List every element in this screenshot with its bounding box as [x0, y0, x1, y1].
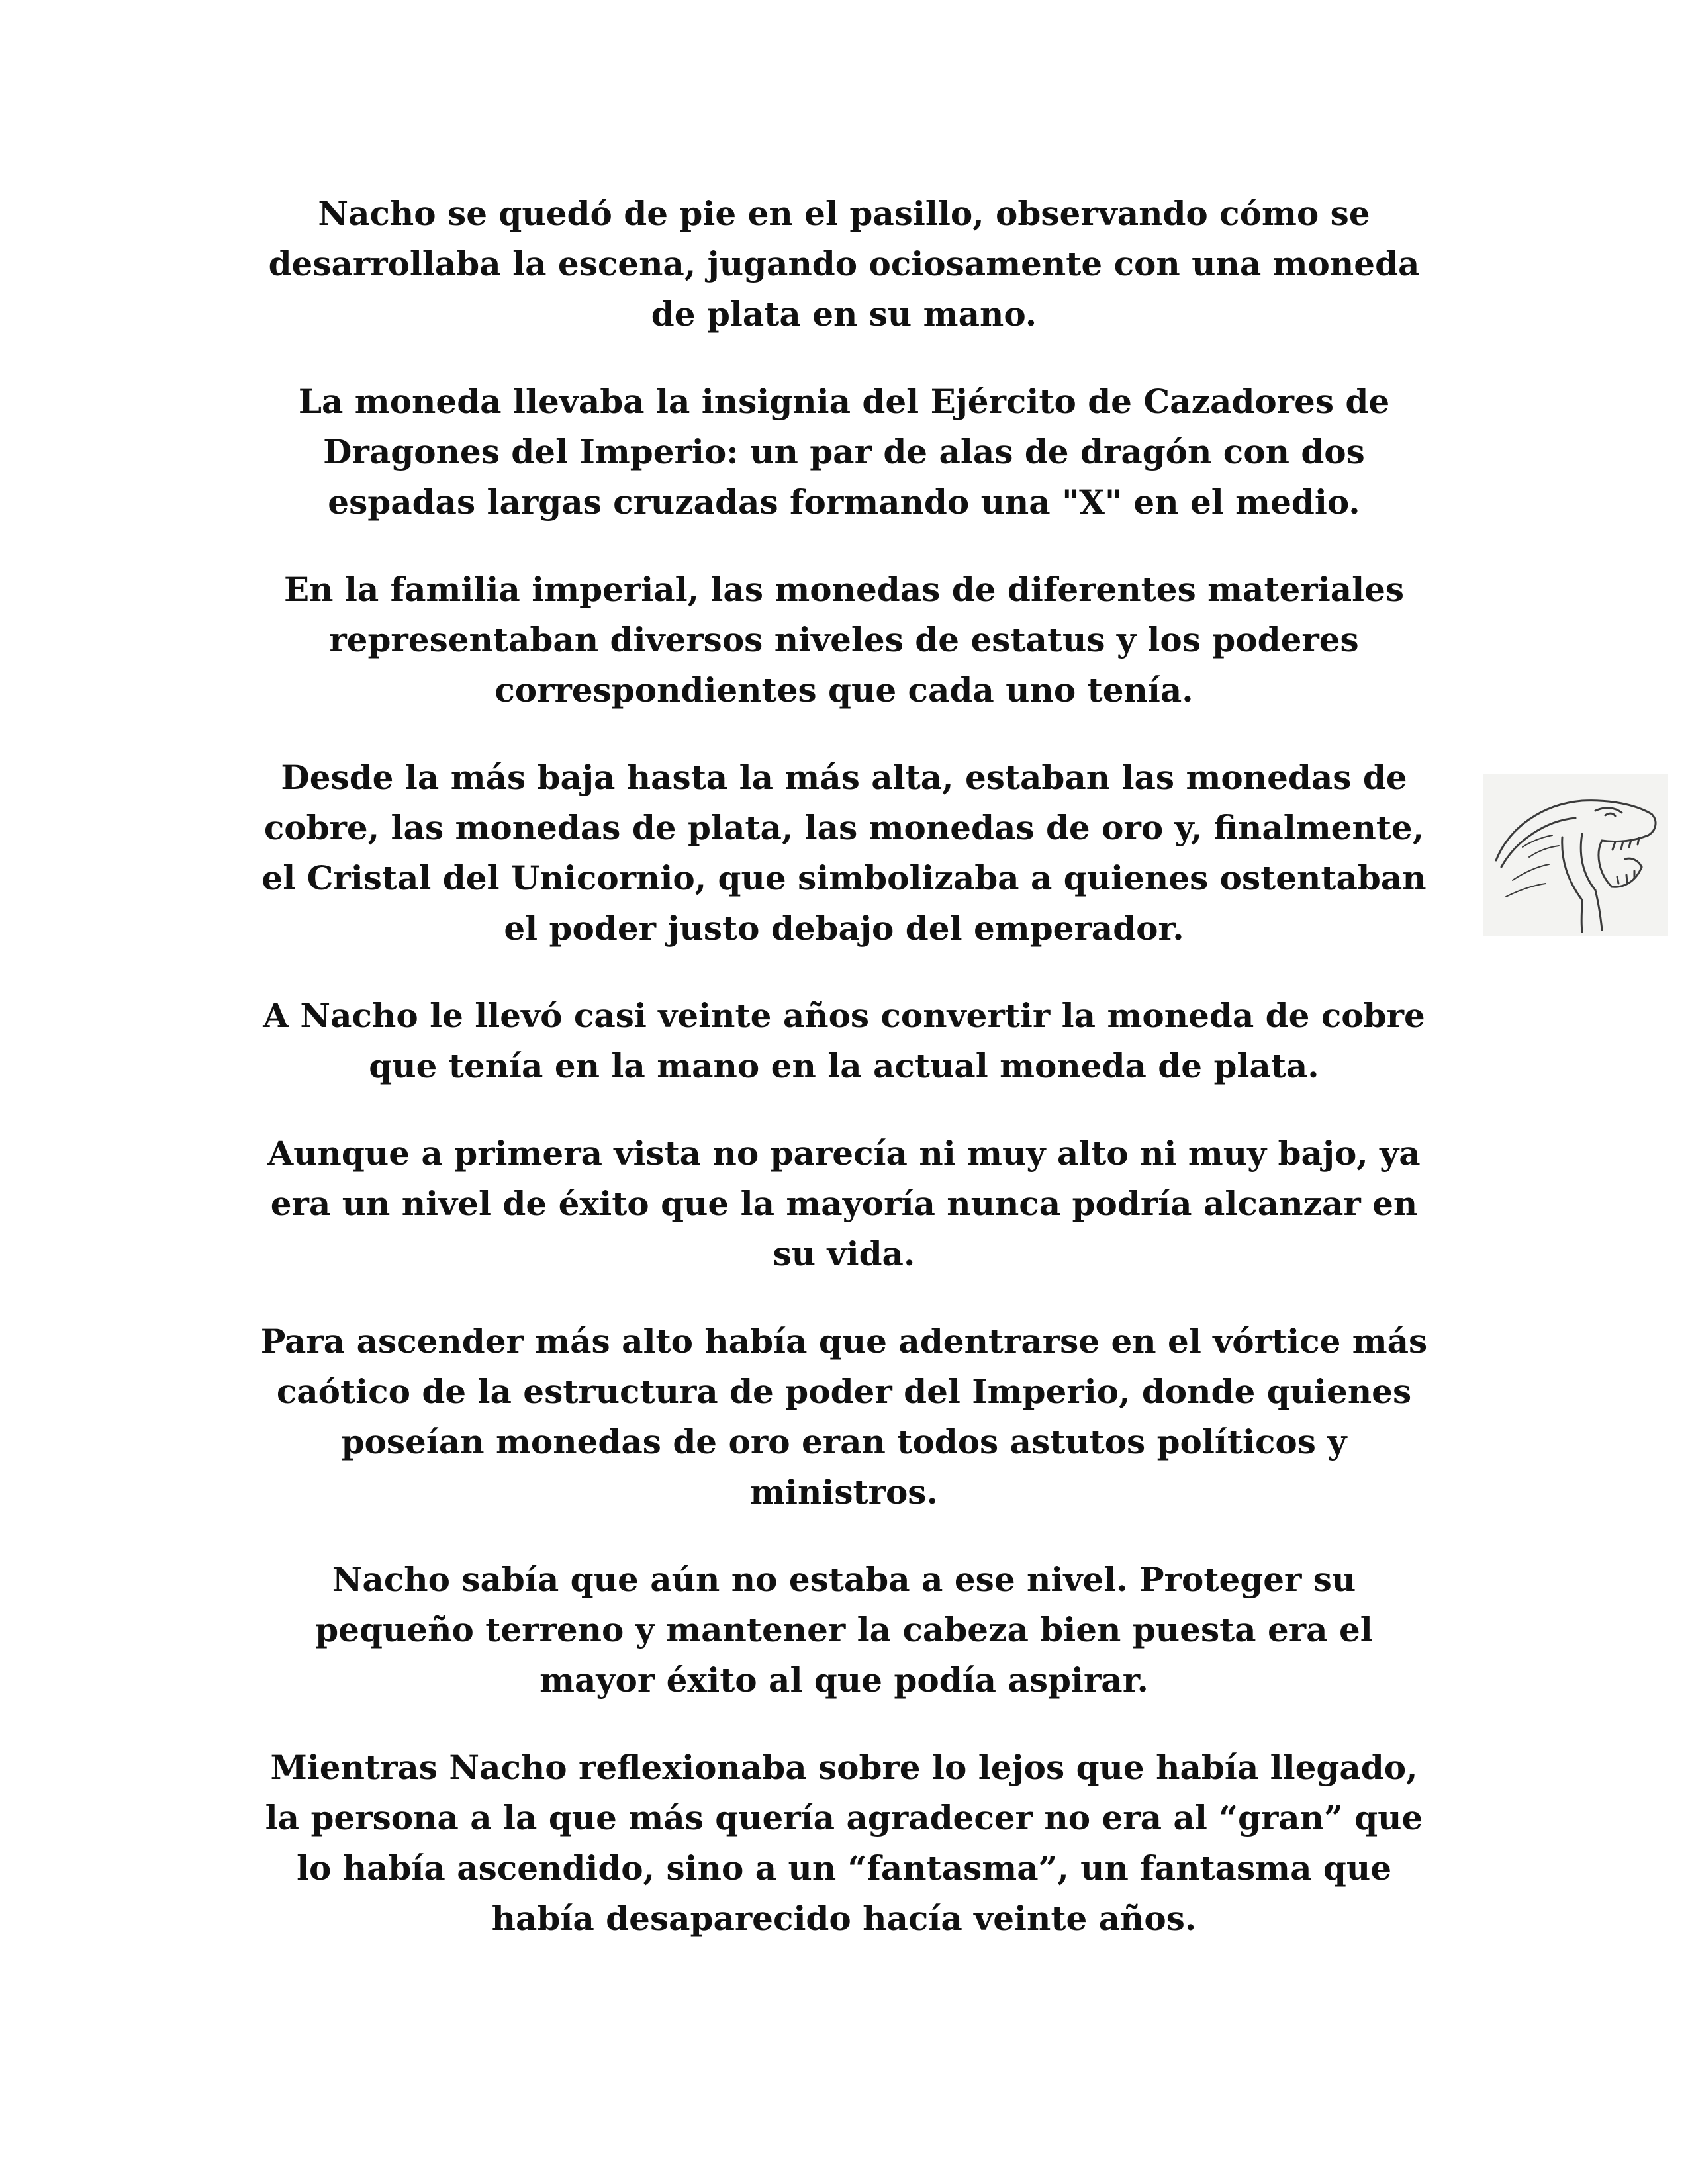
text-line: pequeño terreno y mantener la cabeza bien puesta era el	[315, 1610, 1373, 1649]
text-line: Desde la más baja hasta la más alta, estaban las monedas de	[281, 758, 1407, 797]
text-line: que tenía en la mano en la actual moneda de plata.	[369, 1046, 1319, 1085]
text-line: correspondientes que cada uno tenía.	[494, 670, 1194, 709]
text-line: era un nivel de éxito que la mayoría nunca podría alcanzar en	[270, 1184, 1418, 1223]
text-line: el poder justo debajo del emperador.	[504, 909, 1184, 948]
text-line: Nacho sabía que aún no estaba a ese nivel. Proteger su	[332, 1560, 1356, 1599]
text-line: ministros.	[750, 1473, 938, 1512]
paragraph	[218, 1743, 1470, 1944]
paragraph	[218, 189, 1470, 340]
text-line: cobre, las monedas de plata, las monedas de oro y, finalmente,	[263, 808, 1425, 847]
text-line: En la familia imperial, las monedas de diferentes materiales	[283, 570, 1405, 609]
text-line: su vida.	[773, 1234, 915, 1273]
paragraph	[218, 565, 1470, 715]
text-line: desarrollaba la escena, jugando ociosamente con una moneda	[268, 244, 1420, 283]
text-line: había desaparecido hacía veinte años.	[491, 1899, 1197, 1938]
document-body	[218, 189, 1470, 1981]
text-line: espadas largas cruzadas formando una "X" en el medio.	[328, 482, 1360, 522]
text-line: de plata en su mano.	[651, 295, 1037, 334]
text-line: La moneda llevaba la insignia del Ejército de Cazadores de	[298, 382, 1390, 421]
dinosaur-head-sketch-icon	[1483, 774, 1668, 936]
text-line: Mientras Nacho reflexionaba sobre lo lejos que había llegado,	[270, 1748, 1418, 1787]
text-line: A Nacho le llevó casi veinte años convertir la moneda de cobre	[263, 996, 1425, 1035]
text-line: caótico de la estructura de poder del Imperio, donde quienes	[276, 1372, 1412, 1411]
text-line: Para ascender más alto había que adentrarse en el vórtice más	[260, 1322, 1428, 1361]
paragraph	[218, 1316, 1470, 1518]
paragraph	[218, 991, 1470, 1091]
text-line: la persona a la que más quería agradecer no era al “gran” que	[265, 1798, 1423, 1837]
paragraph	[218, 1555, 1470, 1706]
text-line: Dragones del Imperio: un par de alas de dragón con dos	[323, 432, 1365, 471]
paragraph	[218, 752, 1470, 954]
text-line: representaban diversos niveles de estatus y los poderes	[329, 620, 1359, 659]
text-line: poseían monedas de oro eran todos astutos políticos y	[341, 1422, 1347, 1461]
text-line: Nacho se quedó de pie en el pasillo, observando cómo se	[318, 194, 1370, 233]
text-line: el Cristal del Unicornio, que simbolizaba a quienes ostentaban	[261, 858, 1427, 897]
text-line: mayor éxito al que podía aspirar.	[539, 1661, 1149, 1700]
text-line: lo había ascendido, sino a un “fantasma”, un fantasma que	[296, 1848, 1392, 1888]
text-line: Aunque a primera vista no parecía ni muy alto ni muy bajo, ya	[267, 1134, 1421, 1173]
paragraph	[218, 1128, 1470, 1279]
paragraph	[218, 377, 1470, 527]
